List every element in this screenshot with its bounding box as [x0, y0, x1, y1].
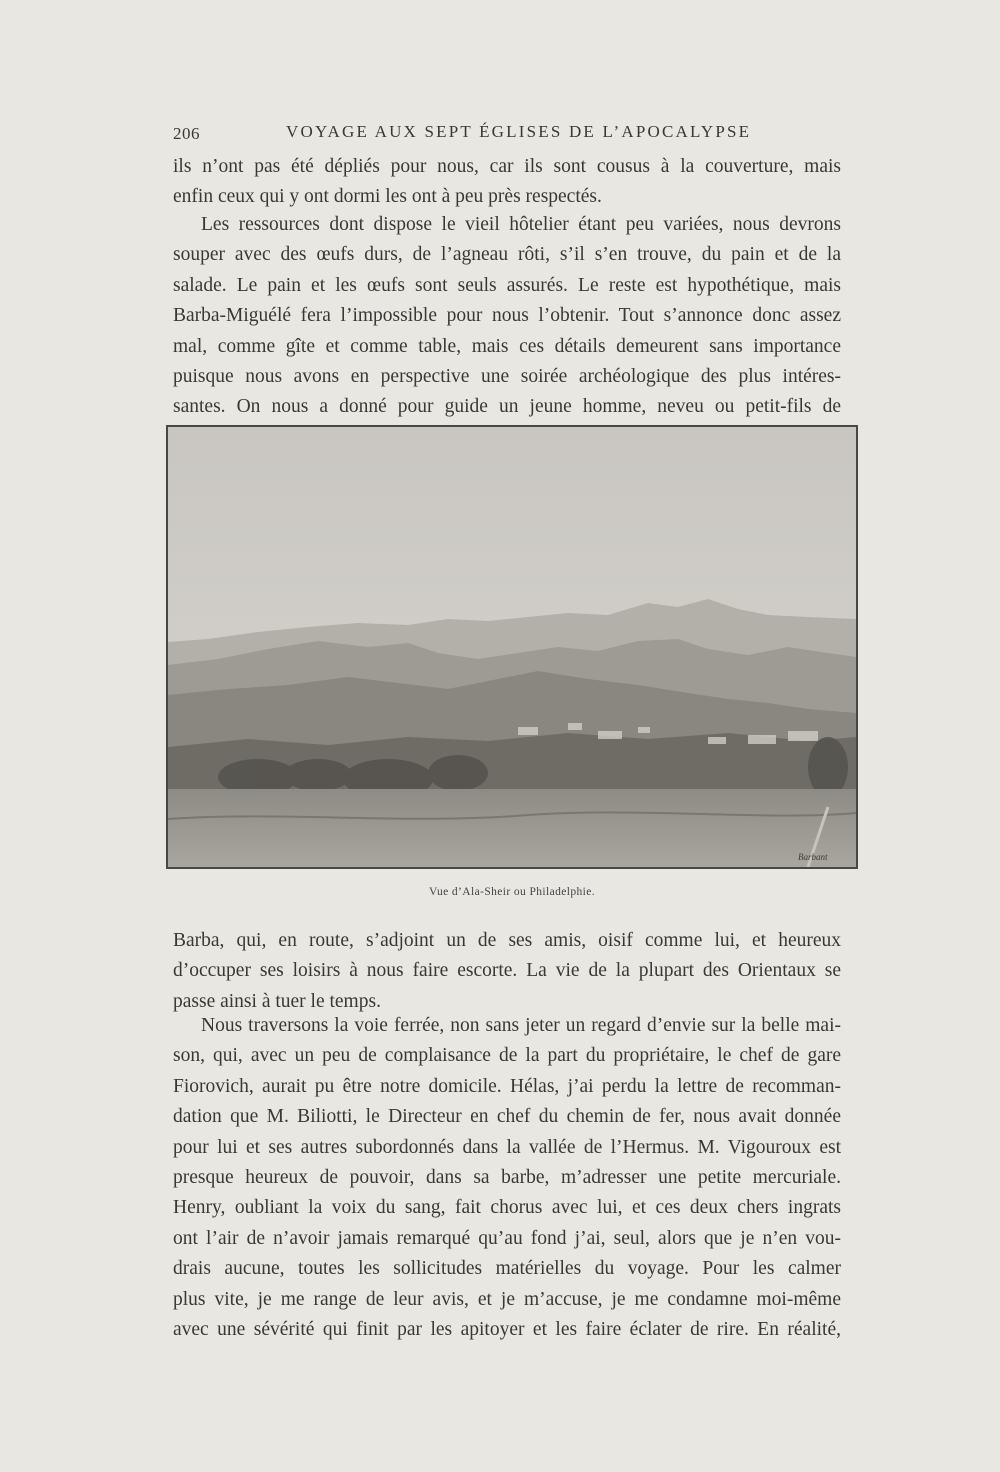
text-line: ont l’air de n’avoir jamais remarqué qu’au fond j’ai, seul, alors que je n’en vou-	[173, 1227, 841, 1249]
running-head	[173, 122, 853, 146]
text-line: Nous traversons la voie ferrée, non sans jeter un regard d’envie sur la belle mai-	[201, 1015, 841, 1036]
text-line: presque heureux de pouvoir, dans sa barbe, m’adresser une petite mercuriale.	[173, 1167, 841, 1189]
text-line: Henry, oubliant la voix du sang, fait chorus avec lui, et ces deux chers ingrats	[173, 1197, 841, 1219]
page-number: 206	[173, 124, 200, 143]
engraver-signature: Barbant	[798, 852, 828, 862]
paragraph-2	[173, 210, 841, 423]
figure-caption: Vue d’Ala-Sheir ou Philadelphie.	[428, 886, 596, 898]
text-line: pour lui et ses autres subordonnés dans la vallée de l’Hermus. M. Vigouroux est	[173, 1136, 841, 1158]
running-title: VOYAGE AUX SEPT ÉGLISES DE L’APOCALYPSE	[286, 122, 752, 141]
text-line: avec une sévérité qui finit par les apitoyer et les faire éclater de rire. En réalité,	[173, 1319, 841, 1341]
text-line: passe ainsi à tuer le temps.	[173, 990, 381, 1012]
landscape-photograph	[166, 425, 858, 869]
text-line: dation que M. Biliotti, le Directeur en chef du chemin de fer, nous avait donnée	[173, 1106, 841, 1128]
text-line: son, qui, avec un peu de complaisance de la part du propriétaire, le chef de gare	[173, 1045, 841, 1067]
text-line: mal, comme gîte et comme table, mais ces détails demeurent sans importance	[173, 335, 841, 357]
text-line: santes. On nous a donné pour guide un jeune homme, neveu ou petit-fils de	[173, 396, 841, 418]
landscape-image	[168, 427, 856, 867]
text-line: Barba, qui, en route, s’adjoint un de ses amis, oisif comme lui, et heureux	[173, 930, 841, 951]
text-line: drais aucune, toutes les sollicitudes matérielles du voyage. Pour les calmer	[173, 1258, 841, 1280]
text-line: Barba-Miguélé fera l’impossible pour nous l’obtenir. Tout s’annonce donc assez	[173, 305, 841, 327]
text-line: puisque nous avons en perspective une soirée archéologique des plus intéres-	[173, 366, 841, 388]
text-line: souper avec des œufs durs, de l’agneau rôti, s’il s’en trouve, du pain et de la	[173, 244, 841, 266]
text-line: Fiorovich, aurait pu être notre domicile. Hélas, j’ai perdu la lettre de recomman-	[173, 1075, 841, 1097]
text-line: salade. Le pain et les œufs sont seuls assurés. Le reste est hypothétique, mais	[173, 274, 841, 296]
text-line: plus vite, je me range de leur avis, et je m’accuse, je me condamne moi-même	[173, 1288, 841, 1310]
text-line: Les ressources dont dispose le vieil hôtelier étant peu variées, nous devrons	[201, 214, 841, 235]
paragraph-1	[173, 152, 841, 213]
text-line: d’occuper ses loisirs à nous faire escorte. La vie de la plupart des Orientaux se	[173, 960, 841, 982]
text-line: enfin ceux qui y ont dormi les ont à peu près respectés.	[173, 186, 602, 208]
paragraph-3	[173, 926, 841, 1017]
text-line: ils n’ont pas été dépliés pour nous, car ils sont cousus à la couverture, mais	[173, 156, 841, 177]
paragraph-4	[173, 1011, 841, 1345]
